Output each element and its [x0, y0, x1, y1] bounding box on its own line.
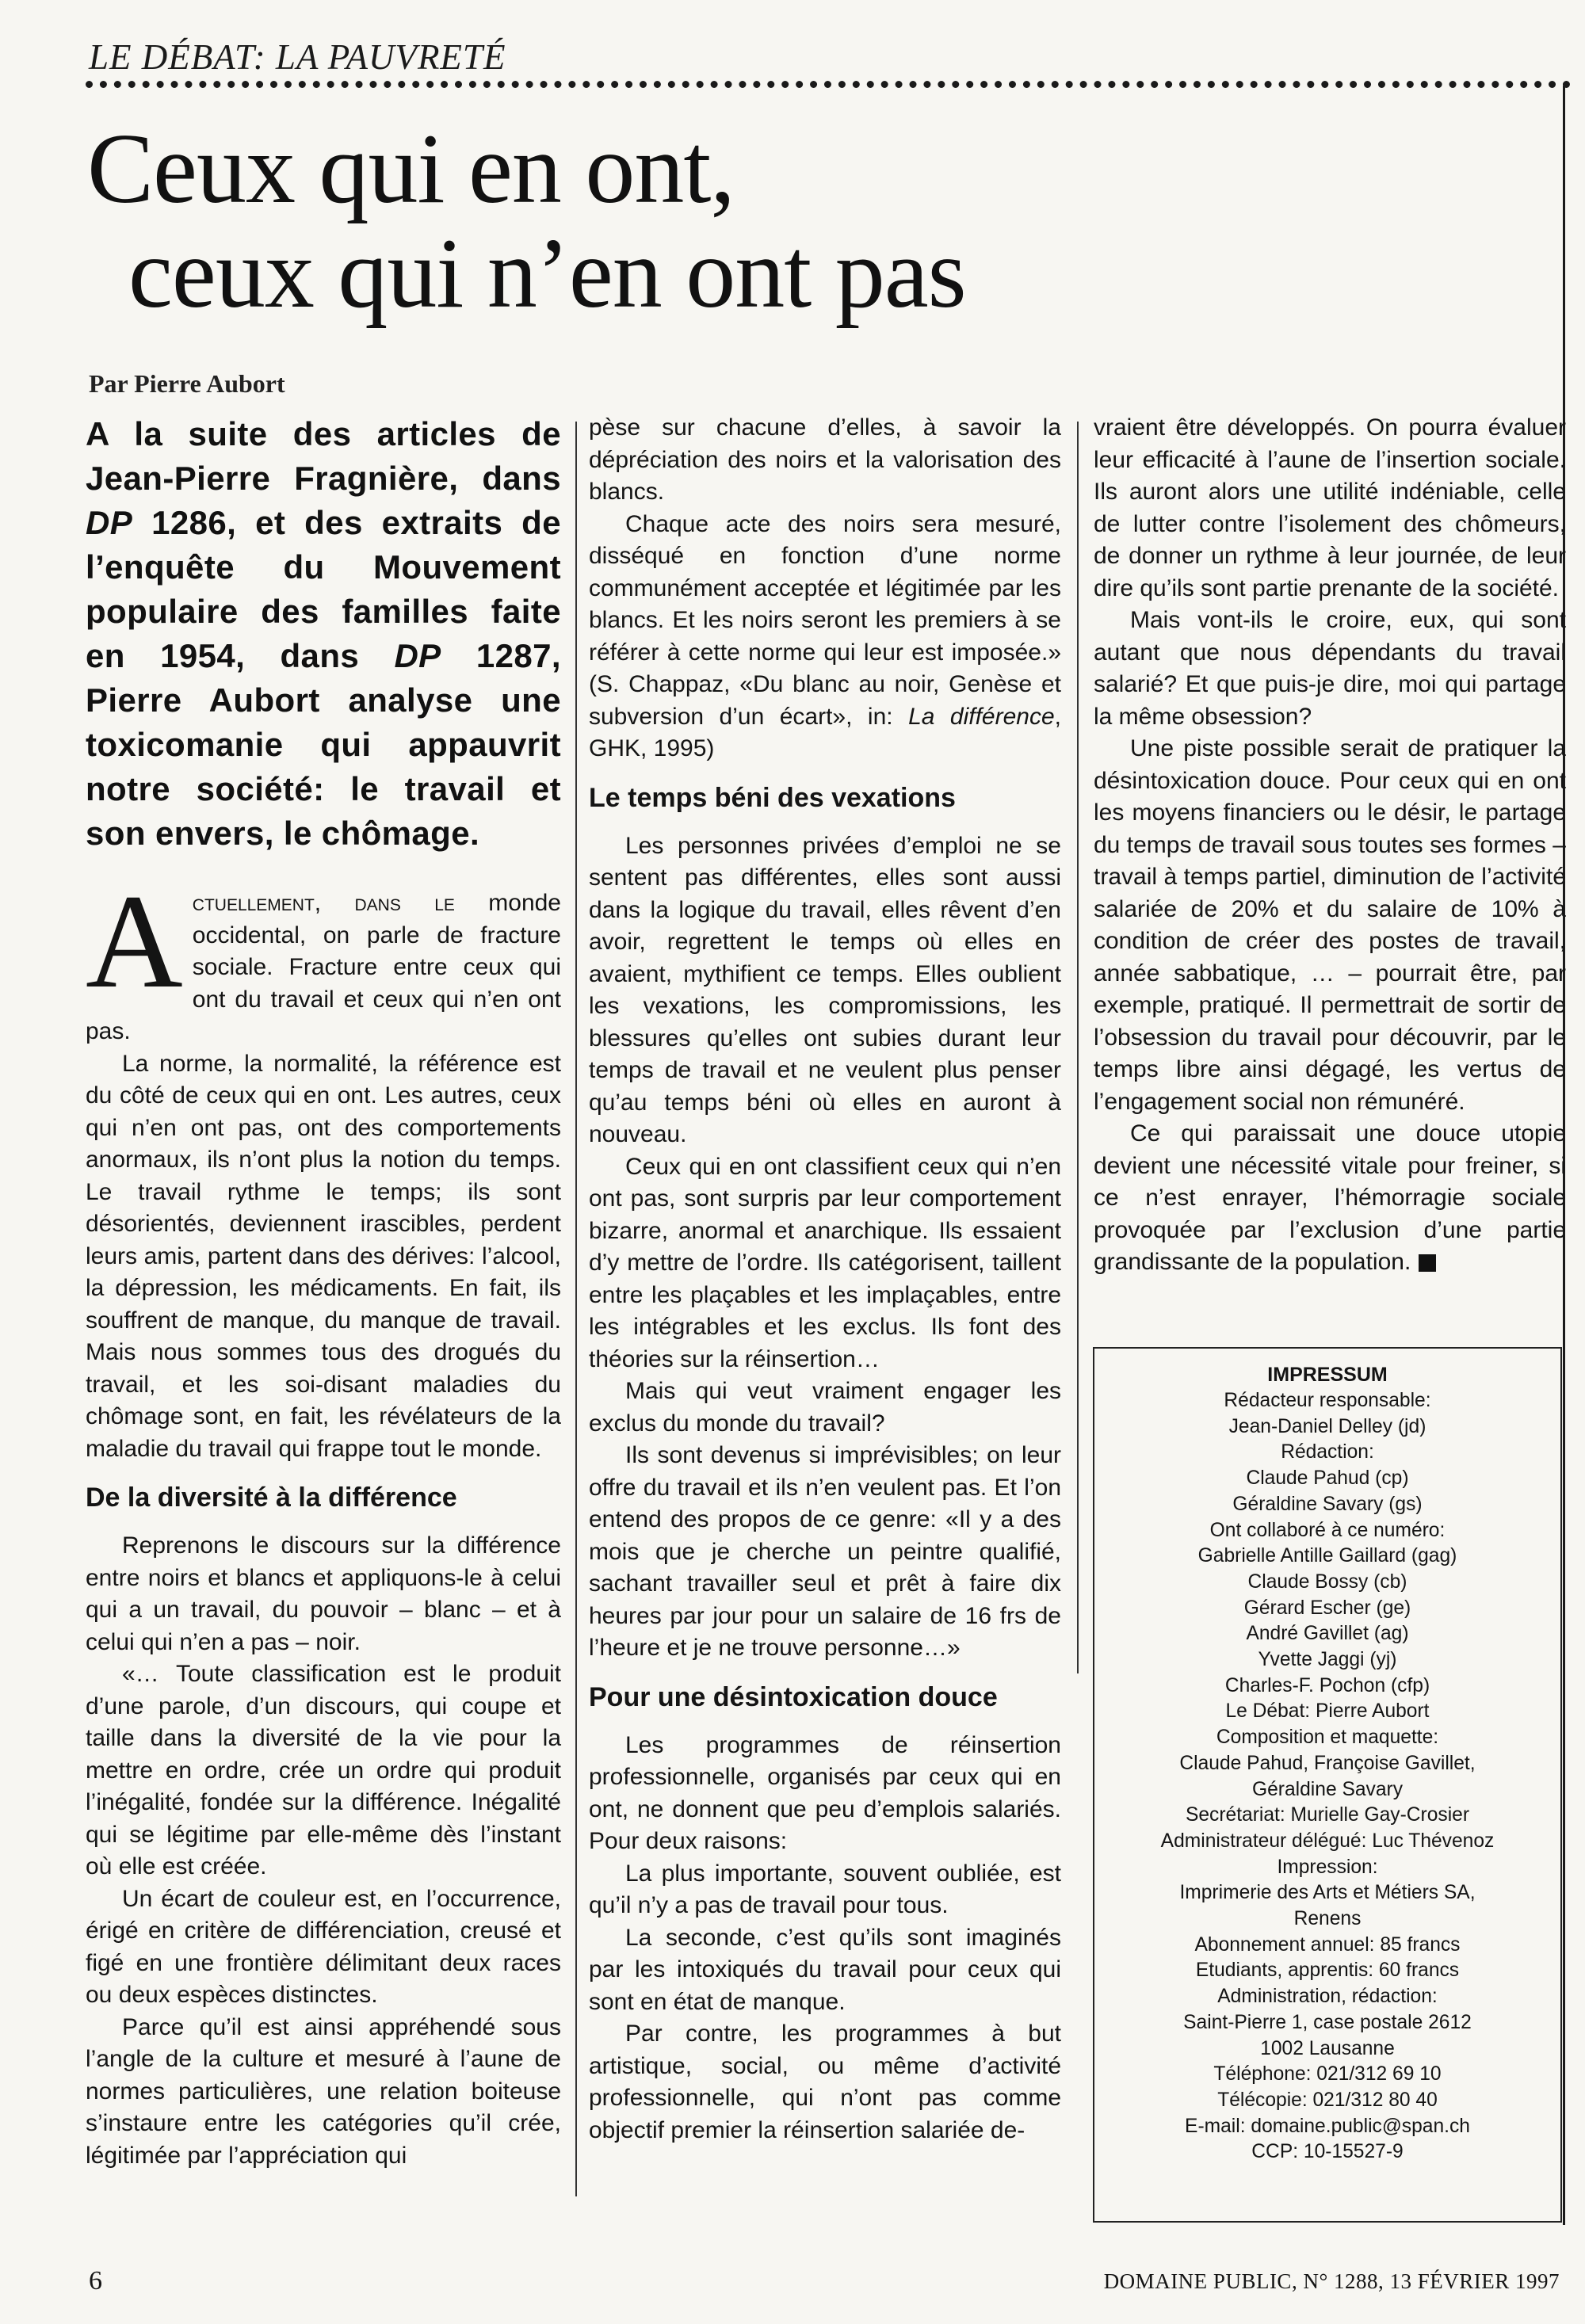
impressum-line: CCP: 10-15527-9	[1251, 2141, 1404, 2163]
impressum-line: Administration, rédaction:	[1217, 1986, 1438, 2008]
body-paragraph: Les personnes privées d’emploi ne se sentent pas différentes, elles sont aussi dans la logique du travail, elles rêvent d’en avoir, regrettent le temps où elles en avaient, mythifient ce temps. Elles oublient les vexations, les compromissions, les blessures qu’elles ont subies durant leur temps de travail et ne veulent plus penser qu’au temps béni où elles en auront à nouveau.	[589, 832, 1061, 1147]
impressum-line: Secrétariat: Murielle Gay-Crosier	[1185, 1804, 1470, 1826]
impressum-line: Impression:	[1277, 1856, 1378, 1878]
impressum-line: Télécopie: 021/312 80 40	[1217, 2089, 1438, 2111]
quote-paragraph	[589, 509, 1061, 765]
byline: Par Pierre Aubort	[89, 369, 285, 398]
body-paragraph: Ils sont devenus si imprévisibles; on leur offre du travail et ils n’en veulent pas. Et l’on entend des propos de ce genre: «Il y a des mois que je cherche un peintre qualifié, sachant travailler seul et prêt à faire dix heures par jour pour un salaire de 16 frs de l’heure et je ne trouve personne…»	[589, 1442, 1061, 1661]
body-paragraph: Mais vont-ils le croire, eux, qui sont autant que nous dépendants du travail salarié? Et que puis-je dire, moi qui partage la même obsession?	[1094, 607, 1566, 730]
body-paragraph: Les programmes de réinsertion professionnelle, organisés par ceux qui en ont, ne donnent que peu d’emplois salariés. Pour deux raisons:	[589, 1731, 1061, 1854]
headline-line-1: Ceux qui en ont,	[87, 114, 735, 224]
end-of-article-mark	[1419, 1254, 1436, 1272]
impressum-line: Gabrielle Antille Gaillard (gag)	[1197, 1545, 1457, 1567]
drop-cap: A	[86, 867, 183, 1016]
lead-text-1: A la suite des articles de Jean-Pierre Fragnière, dans	[86, 415, 561, 497]
body-paragraph: «… Toute classification est le produit d’une parole, d’un discours, qui coupe et taille dans la diversité de la vie pour la mettre en ordre, crée un ordre qui produit l’inégalité, fondée sur la différence. Inégalité qui se légitime par elle-même dès l’instant où elle est créée.	[86, 1661, 561, 1879]
closing-paragraph	[1094, 1118, 1566, 1279]
lead-ref-1: DP	[86, 504, 133, 541]
subheading-temps-beni: Le temps béni des vexations	[589, 782, 956, 813]
impressum-line: Rédaction:	[1281, 1441, 1374, 1463]
body-paragraph: Parce qu’il est ainsi appréhendé sous l’angle de la culture et mesuré à l’aune de normes particulières, une relation boiteuse s’instaure entre les catégories qu’il crée, légitimée par l’appréciation qui	[86, 2013, 561, 2169]
body-paragraph: La plus importante, souvent oubliée, est qu’il n’y a pas de travail pour tous.	[589, 1860, 1061, 1918]
body-paragraph: Mais qui veut vraiment engager les exclus du monde du travail?	[589, 1378, 1061, 1437]
body-paragraph: Ceux qui en ont classifient ceux qui n’en ont pas, sont surpris par leur comportement bizarre, anormal et anarchique. Ils essaient d’y mettre de l’ordre. Ils catégorisent, taillent entre les plaçables et les implaçables, entre les intégrables et les exclus. Ils font des théories sur la réinsertion…	[589, 1153, 1061, 1372]
quote-source-title: La différence	[908, 703, 1055, 730]
lead-text-2: 1286, et des extraits de l’enquête du Mouvement populaire des familles faite en 1954, dans	[86, 504, 561, 674]
body-paragraph: Un écart de couleur est, en l’occurrence, érigé en critère de différenciation, creusé et figé en une frontière délimitant deux races ou deux espèces distinctes.	[86, 1885, 561, 2008]
page-number: 6	[89, 2266, 102, 2295]
column-3	[1094, 412, 1566, 1279]
impressum-line: Gérard Escher (ge)	[1243, 1597, 1411, 1619]
impressum-line: Yvette Jaggi (yj)	[1258, 1649, 1397, 1671]
impressum-line: Administrateur délégué: Luc Thévenoz	[1160, 1830, 1495, 1852]
dotted-rule	[86, 81, 1571, 88]
body-paragraph: Une piste possible serait de pratiquer la désintoxication douce. Pour ceux qui en ont les moyens financiers ou le désir, le partage du temps de travail sous toutes ses formes – travail à temps partiel, diminution de l’activité salariée de 20% et du salaire de 10% à condition de créer des postes de travail, année sabbatique, … – pourrait être, par exemple, pratiqué. Il permettrait de sortir de l’obsession du travail pour découvrir, par le temps libre ainsi dégagé, les vertus de l’engagement social non rémunéré.	[1094, 735, 1566, 1115]
column-separator	[575, 422, 577, 2196]
impressum-line: Géraldine Savary (gs)	[1232, 1493, 1423, 1515]
impressum-box	[1093, 1347, 1562, 2223]
impressum-line: Charles-F. Pochon (cfp)	[1224, 1674, 1430, 1696]
impressum-line: André Gavillet (ag)	[1246, 1623, 1409, 1645]
subheading-desintoxication: Pour une désintoxication douce	[589, 1681, 998, 1712]
impressum-line: Téléphone: 021/312 69 10	[1213, 2063, 1442, 2085]
publication-footer: DOMAINE PUBLIC, N° 1288, 13 FÉVRIER 1997	[1103, 2269, 1560, 2293]
column-2	[589, 412, 1061, 2147]
lead-paragraph	[86, 412, 561, 856]
lead-text-3: 1287, Pierre Aubort analyse une toxicomanie qui appauvrit notre société: le travail et son envers, le chômage.	[86, 637, 561, 852]
lead-ref-2: DP	[394, 637, 441, 674]
section-rubric: LE DÉBAT: LA PAUVRETÉ	[89, 37, 506, 77]
impressum-line: Rédacteur responsable:	[1224, 1390, 1431, 1411]
impressum-line: Claude Bossy (cb)	[1247, 1570, 1407, 1593]
impressum-line: 1002 Lausanne	[1260, 2037, 1395, 2059]
body-paragraph: Reprenons le discours sur la différence entre noirs et blancs et appliquons-le à celui qui a un travail, du pouvoir – blanc – et à celui qui n’en a pas – noir.	[86, 1532, 561, 1655]
quote-source-rest: , GHK, 1995)	[589, 703, 1061, 761]
opening-paragraph	[86, 867, 561, 1048]
column-separator	[1077, 422, 1079, 1673]
impressum-email[interactable]: E-mail: domaine.public@span.ch	[1185, 2115, 1470, 2137]
impressum-line: Géraldine Savary	[1251, 1778, 1403, 1800]
closing-text: Ce qui paraissait une douce utopie devient une nécessité vitale pour freiner, si ce n’est enrayer, l’hémorragie sociale provoquée par l’exclusion d’une partie grandissante de la population.	[1094, 1120, 1566, 1275]
impressum-line: Renens	[1293, 1908, 1362, 1930]
opening-text: monde occidental, on parle de fracture sociale. Fracture entre ceux qui ont du travail et ceux qui n’en ont pas.	[86, 890, 561, 1044]
article-headline	[87, 114, 1197, 329]
opening-smallcaps: ctuellement, dans le	[192, 890, 455, 916]
impressum-line: Etudiants, apprentis: 60 francs	[1195, 1960, 1460, 1982]
headline-line-2: ceux qui n’en ont pas	[128, 219, 966, 329]
body-paragraph: pèse sur chacune d’elles, à savoir la dépréciation des noirs et la valorisation des blancs.	[589, 414, 1061, 505]
impressum-line: Claude Pahud, Françoise Gavillet,	[1179, 1752, 1476, 1774]
body-paragraph: La norme, la normalité, la référence est du côté de ceux qui en ont. Les autres, ceux qui n’en ont pas, ont des comportements anormaux, ils n’ont plus la notion du temps. Le travail rythme le temps; ils sont désorientés, deviennent irascibles, perdent leurs amis, partent dans des dérives: l’alcool, la dépression, les médicaments. En fait, ils souffrent de manque, du manque de travail. Mais nous sommes tous des drogués du travail, et les soi-disant maladies du chômage sont, en fait, les révélateurs de la maladie du travail qui frappe tout le monde.	[86, 1050, 561, 1462]
body-paragraph: La seconde, c’est qu’ils sont imaginés par les intoxiqués du travail pour ceux qui sont en état de manque.	[589, 1924, 1061, 2015]
impressum-line: Composition et maquette:	[1216, 1727, 1439, 1749]
impressum-line: Le Débat: Pierre Aubort	[1225, 1700, 1430, 1723]
column-1	[86, 412, 561, 2172]
quote-text: Chaque acte des noirs sera mesuré, disséqué en fonction d’une norme communément acceptée et légitimée par les blancs. Et les noirs seront les premiers à se référer à cette norme qui leur est imposée.» (S. Chappaz, «Du blanc au noir, Genèse et subversion d’un écart», in:	[589, 510, 1061, 730]
impressum-line: Claude Pahud (cp)	[1246, 1467, 1409, 1490]
impressum-title: IMPRESSUM	[1267, 1364, 1388, 1386]
impressum-line: Ont collaboré à ce numéro:	[1209, 1519, 1446, 1541]
body-paragraph: vraient être développés. On pourra évaluer leur efficacité à l’aune de l’insertion sociale. Ils auront alors une utilité indéniable, celle de lutter contre l’isolement des chômeurs, de donner un rythme à leur journée, de leur dire qu’ils sont partie prenante de la société.	[1094, 414, 1566, 601]
subheading-diversite: De la diversité à la différence	[86, 1483, 457, 1513]
impressum-line: Abonnement annuel: 85 francs	[1194, 1933, 1461, 1956]
impressum-line: Saint-Pierre 1, case postale 2612	[1183, 2011, 1472, 2033]
impressum-line: Imprimerie des Arts et Métiers SA,	[1179, 1882, 1476, 1904]
body-paragraph: Par contre, les programmes à but artistique, social, ou même d’activité professionnelle, qui n’ont pas comme objectif premier la réinsertion salariée de-	[589, 2021, 1061, 2143]
impressum-line: Jean-Daniel Delley (jd)	[1228, 1415, 1426, 1437]
